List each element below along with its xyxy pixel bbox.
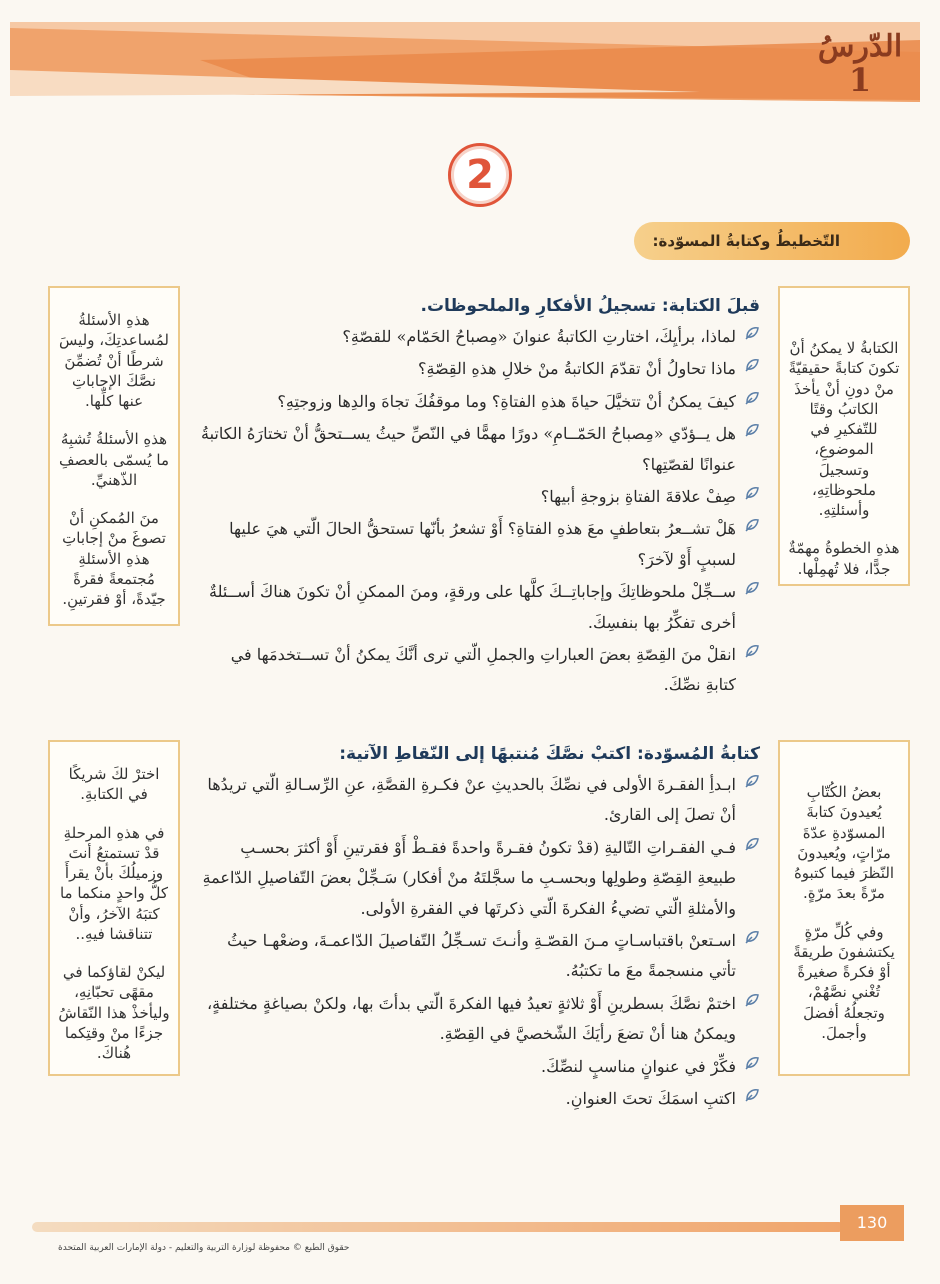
tip-box-right-bottom bbox=[778, 740, 910, 1076]
footer-rule bbox=[32, 1222, 844, 1232]
tip-paragraph: في هذهِ المرحلةِ قدْ تستمتعُ أنتَ وزميلُكَ بأنْ يقرأَ كلُّ واحدٍ منكما ما كتبَهُ الآخرُ، وأنْ تتناقشا فيهِ.. bbox=[59, 823, 169, 943]
leaf-bullet-icon bbox=[744, 836, 760, 852]
lesson-label bbox=[810, 30, 910, 98]
leaf-bullet-icon bbox=[744, 1055, 760, 1071]
copyright-notice: حقوق الطبع © محفوظة لوزارة التربية والتعليم - دولة الإمارات العربية المتحدة bbox=[58, 1243, 350, 1253]
tip-paragraph: منَ المُمكنِ أنْ تصوغَ منْ إجاباتِ هذهِ الأسئلةِ مُجتمعةً فقرةً جيّدةً، أوْ فقرتينِ. bbox=[62, 509, 166, 608]
tip-box-right-top bbox=[778, 286, 910, 586]
leaf-bullet-icon bbox=[744, 643, 760, 659]
tip-box-left-bottom bbox=[48, 740, 180, 1076]
prewriting-heading: قبلَ الكتابة: تسجيلُ الأفكارِ والملحوظات. bbox=[420, 296, 760, 316]
leaf-bullet-icon bbox=[744, 422, 760, 438]
drafting-heading: كتابةُ المُسوّدة: اكتبْ نصَّكَ مُنتبهًا إلى النّقاطِ الآتية: bbox=[339, 744, 760, 764]
leaf-bullet-icon bbox=[744, 580, 760, 596]
leaf-bullet-icon bbox=[744, 517, 760, 533]
list-item: فكِّرْ في عنوانٍ مناسبٍ لنصِّكَ. bbox=[200, 1052, 760, 1082]
list-item: اختمْ نصَّكَ بسطرينِ أَوْ ثلاثةٍ تعيدُ فيها الفكرةَ الّتي بدأتَ بها، ولكنْ بصياغةٍ مختلفةٍ، ويمكنُ هنا أنْ تضعَ رأيَكَ الشّخصيَّ في القِصّةِ. bbox=[200, 989, 760, 1050]
list-item: صِفْ علاقةَ الفتاةِ بزوجةِ أبيها؟ bbox=[200, 482, 760, 512]
drafting-section bbox=[200, 744, 760, 1116]
prewriting-section bbox=[200, 296, 760, 703]
tip-paragraph: وفي كُلِّ مرّةٍ يكتشفونَ طريقةً أوْ فكرةً صغيرةً تُغْني نصَّهُمْ، وتجعلُهُ أفضلَ وأجملَ. bbox=[793, 922, 895, 1042]
step-number-badge: 2 bbox=[448, 143, 512, 207]
lesson-number: 1 bbox=[848, 61, 872, 99]
list-item: هل يــؤدّي «مِصباحُ الحَمّــامِ» دورًا مهمًّا في النّصِّ حيثُ يســتحقُّ أنْ تختارَهُ الكاتبةُ عنوانًا لقصّتِها؟ bbox=[200, 419, 760, 480]
list-item: اسـتعنْ باقتباسـاتٍ مـنَ القصّـةِ وأنـتَ تسـجِّلُ التّفاصيلَ الدّاعمـةَ، وضعْهـا حيثُ تأتي منسجمةً معَ ما تكتبُهُ. bbox=[200, 926, 760, 987]
leaf-bullet-icon bbox=[744, 485, 760, 501]
page-number: 130 bbox=[840, 1205, 904, 1241]
list-item: ابـدأِ الفقـرةَ الأولى في نصِّكَ بالحديثِ عنْ فكـرةِ القصَّةِ، عنِ الرِّسـالةِ الّتي تريدُها أنْ تصلَ إلى القارئ. bbox=[200, 770, 760, 831]
tip-paragraph: هذهِ الخطوةُ مهمّةٌ جدًّا، فلا تُهمِلْها. bbox=[788, 539, 900, 578]
list-item: ســجِّلْ ملحوظاتِكَ وإجاباتِــكَ كلَّها على ورقةٍ، ومنَ الممكنِ أنْ تكونَ هناكَ أســئلةٌ أخرى تفكِّرُ بها بنفسِكَ. bbox=[200, 577, 760, 638]
list-item: هَلْ تشــعرُ بتعاطفٍ معَ هذهِ الفتاةِ؟ أَوْ تشعرُ بأنّها تستحقُّ الحالَ الّتي هيَ عليها لسببٍ أَوْ لآخرَ؟ bbox=[200, 514, 760, 575]
tip-paragraph: هذهِ الأسئلةُ لمُساعدتِكَ، وليسَ شرطًا أنْ تُضمِّنَ نصَّكَ الإجاباتِ عنها كلِّها. bbox=[59, 311, 169, 410]
tip-paragraph: اخترْ لكَ شريكًا في الكتابةِ. bbox=[68, 765, 160, 804]
drafting-list bbox=[200, 770, 760, 1114]
list-item: انقلْ منَ القِصّةِ بعضَ العباراتِ والجملِ الّتي ترى أنَّكَ يمكنُ أنْ تســتخدمَها في كتابةِ نصِّكَ. bbox=[200, 640, 760, 701]
list-item: لماذا، برأيِكَ، اختارتِ الكاتبةُ عنوانَ «مِصباحُ الحَمّام» للقصّةِ؟ bbox=[200, 322, 760, 352]
tip-paragraph: هذهِ الأسئلةُ تُشبِهُ ما يُسمّى بالعصفِ الذّهنيِّ. bbox=[59, 430, 169, 489]
header-banner bbox=[0, 0, 940, 110]
leaf-bullet-icon bbox=[744, 390, 760, 406]
list-item: اكتبِ اسمَكَ تحتَ العنوانِ. bbox=[200, 1084, 760, 1114]
leaf-bullet-icon bbox=[744, 325, 760, 341]
leaf-bullet-icon bbox=[744, 773, 760, 789]
lesson-title: الدّرسُ bbox=[817, 29, 903, 64]
leaf-bullet-icon bbox=[744, 1087, 760, 1103]
leaf-bullet-icon bbox=[744, 929, 760, 945]
list-item: ماذا تحاولُ أنْ تقدّمَ الكاتبةُ منْ خلالِ هذهِ القِصّةِ؟ bbox=[200, 354, 760, 384]
tip-box-left-top bbox=[48, 286, 180, 626]
prewriting-list bbox=[200, 322, 760, 701]
tip-paragraph: ليكنْ لقاؤكما في مقهًى تحبّانِهِ، وليأخذْ هذا النّقاشُ جزءًا منْ وقتِكما هُناكَ. bbox=[58, 963, 170, 1062]
list-item: فـي الفقـراتِ التّاليةِ (قدْ تكونُ فقـرةً واحدةً فقـطْ أَوْ فقرتينِ أَوْ أكثرَ بحسـبِ طبيعةِ القِصّةِ وطولِها وبحسـبِ ما سجَّلتَهُ منْ أفكار) سَـجِّلْ بعضَ التّفاصيلِ الدّاعمةِ والأمثلةِ الّتي تضيءُ الفكرةَ الّتي ذكرتَها في الفقرةِ الأولى. bbox=[200, 833, 760, 924]
leaf-bullet-icon bbox=[744, 357, 760, 373]
tip-paragraph: الكتابةُ لا يمكنُ أنْ تكونَ كتابةً حقيقيّةً منْ دونِ أنْ يأخذَ الكاتبُ وقتًا للتّفكيرِ في الموضوعِ، وتسجيلَ ملحوظاتِهِ، وأسئلتِهِ. bbox=[788, 339, 900, 519]
leaf-bullet-icon bbox=[744, 992, 760, 1008]
tip-paragraph: بعضُ الكُتّابِ يُعيدونَ كتابةَ المسوّدةِ عدّةَ مرّاتٍ، ويُعيدونَ النّظرَ فيما كتبوهُ مرّةً بعدَ مرّةٍ. bbox=[793, 783, 895, 903]
section-title: التّخطيطُ وكتابةُ المسوّدة: bbox=[634, 222, 910, 260]
list-item: كيفَ يمكنُ أنْ تتخيَّلَ حياةَ هذهِ الفتاةِ؟ وما موقفُكَ تجاهَ والدِها وزوجتِهِ؟ bbox=[200, 387, 760, 417]
